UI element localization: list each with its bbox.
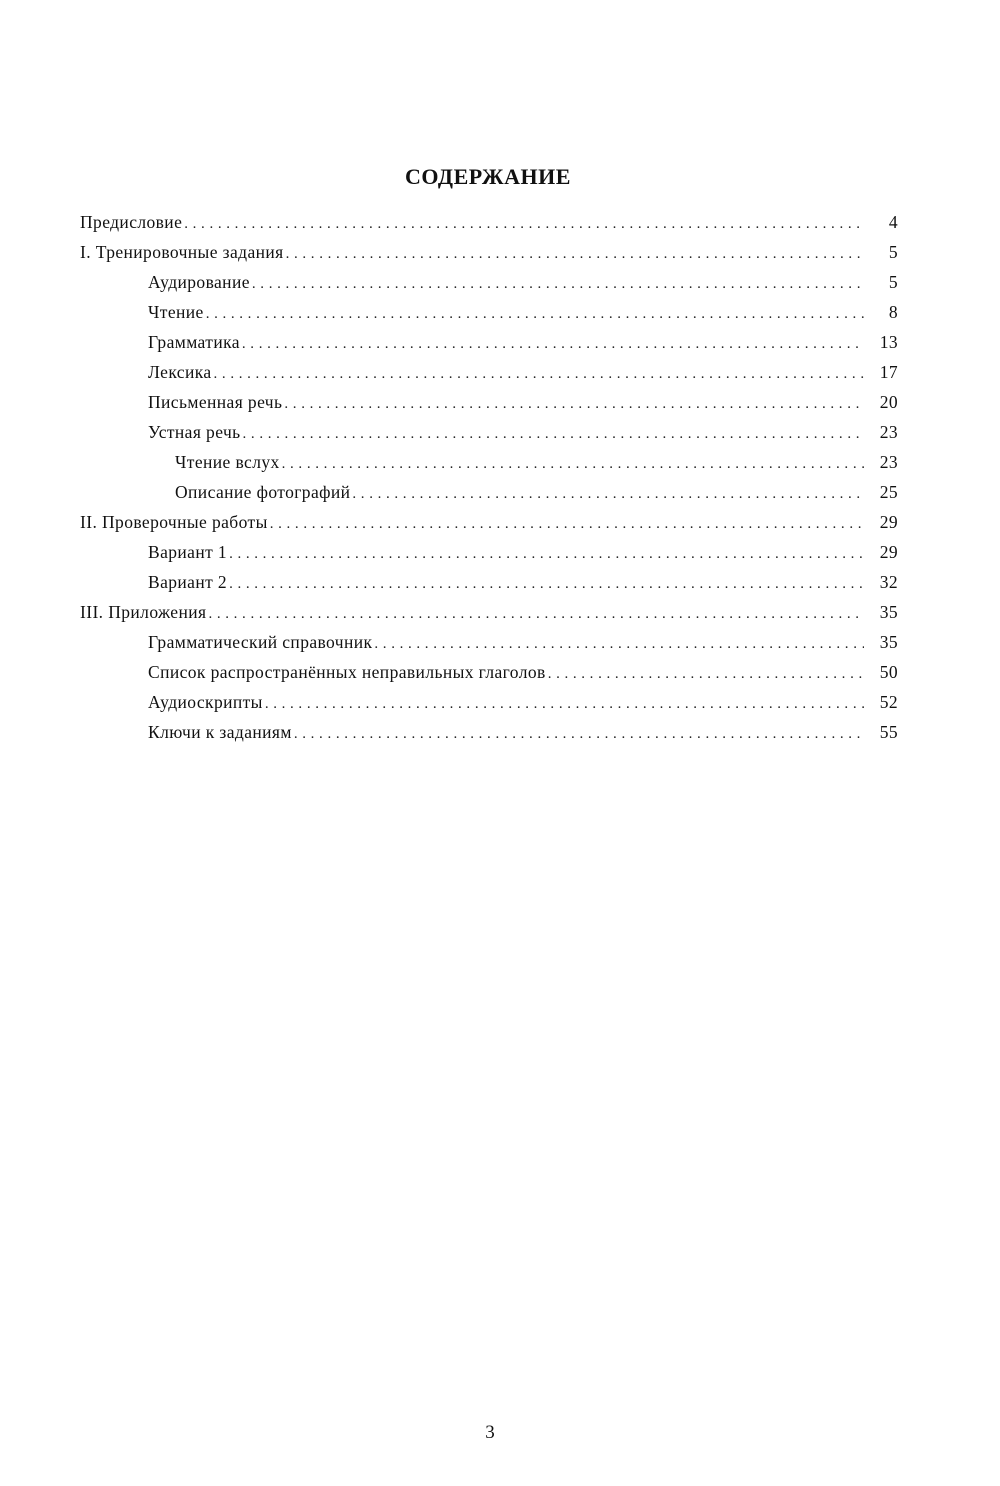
toc-entry-label: Лексика <box>148 362 212 382</box>
toc-entry-label: Грамматический справочник <box>148 632 373 652</box>
dot-leader <box>229 546 864 563</box>
toc-entry-label: Грамматика <box>148 332 240 352</box>
toc-entry[interactable] <box>80 302 898 332</box>
toc-entry[interactable] <box>80 452 898 482</box>
dot-leader <box>352 486 864 503</box>
toc-entry[interactable] <box>80 722 898 752</box>
toc-entry-page: 52 <box>879 692 898 712</box>
toc-entry[interactable] <box>80 272 898 302</box>
dot-leader <box>265 696 864 713</box>
toc-entry[interactable] <box>80 692 898 722</box>
toc-entry-page: 50 <box>879 662 898 682</box>
toc-entry-label: Чтение <box>148 302 204 322</box>
toc-entry-label: Письменная речь <box>148 392 283 412</box>
toc-entry-page: 5 <box>888 242 898 262</box>
toc-entry-page: 8 <box>888 302 898 322</box>
toc-entry-page: 17 <box>879 362 898 382</box>
toc-entry-page: 4 <box>888 212 898 232</box>
toc-entry[interactable] <box>80 392 898 422</box>
toc-entry-page: 23 <box>879 452 898 472</box>
dot-leader <box>208 606 864 623</box>
toc-entry[interactable] <box>80 542 898 572</box>
toc-entry[interactable] <box>80 632 898 662</box>
dot-leader <box>214 366 864 383</box>
toc-entry-label: Устная речь <box>148 422 241 442</box>
toc-entry-page: 35 <box>879 602 898 622</box>
dot-leader <box>282 456 864 473</box>
toc-entry-label: I. Тренировочные задания <box>80 242 284 262</box>
toc-entry-page: 20 <box>879 392 898 412</box>
toc-entry-page: 29 <box>879 512 898 532</box>
toc-entry-page: 32 <box>879 572 898 592</box>
dot-leader <box>374 636 864 653</box>
dot-leader <box>252 276 864 293</box>
dot-leader <box>284 396 864 413</box>
toc-entry-label: Вариант 1 <box>148 542 228 562</box>
toc-entry-label: Описание фотографий <box>175 482 351 502</box>
table-of-contents <box>80 212 898 752</box>
toc-entry-label: III. Приложения <box>80 602 207 622</box>
dot-leader <box>286 246 864 263</box>
toc-entry[interactable] <box>80 422 898 452</box>
page-number: 3 <box>485 1422 495 1443</box>
toc-entry[interactable] <box>80 602 898 632</box>
dot-leader <box>243 426 864 443</box>
toc-entry[interactable] <box>80 482 898 512</box>
toc-entry[interactable] <box>80 212 898 242</box>
toc-entry-page: 23 <box>879 422 898 442</box>
toc-entry-label: Аудиоскрипты <box>148 692 263 712</box>
toc-entry-label: Ключи к заданиям <box>148 722 292 742</box>
toc-entry[interactable] <box>80 512 898 542</box>
toc-entry[interactable] <box>80 332 898 362</box>
dot-leader <box>294 726 864 743</box>
dot-leader <box>270 516 864 533</box>
dot-leader <box>548 666 864 683</box>
dot-leader <box>229 576 864 593</box>
dot-leader <box>242 336 864 353</box>
toc-entry-label: Аудирование <box>148 272 250 292</box>
toc-entry-page: 29 <box>879 542 898 562</box>
toc-entry-label: Предисловие <box>80 212 183 232</box>
page-title: СОДЕРЖАНИЕ <box>405 164 571 189</box>
toc-entry[interactable] <box>80 242 898 272</box>
dot-leader <box>206 306 864 323</box>
dot-leader <box>184 216 864 233</box>
toc-entry-page: 13 <box>879 332 898 352</box>
toc-entry-label: Вариант 2 <box>148 572 228 592</box>
toc-entry-page: 25 <box>879 482 898 502</box>
toc-entry-label: Список распространённых неправильных глаголов <box>148 662 546 682</box>
toc-entry[interactable] <box>80 572 898 602</box>
toc-entry-page: 35 <box>879 632 898 652</box>
toc-entry[interactable] <box>80 362 898 392</box>
toc-entry-label: II. Проверочные работы <box>80 512 268 532</box>
toc-entry-page: 55 <box>879 722 898 742</box>
toc-entry[interactable] <box>80 662 898 692</box>
toc-entry-page: 5 <box>888 272 898 292</box>
toc-entry-label: Чтение вслух <box>175 452 280 472</box>
